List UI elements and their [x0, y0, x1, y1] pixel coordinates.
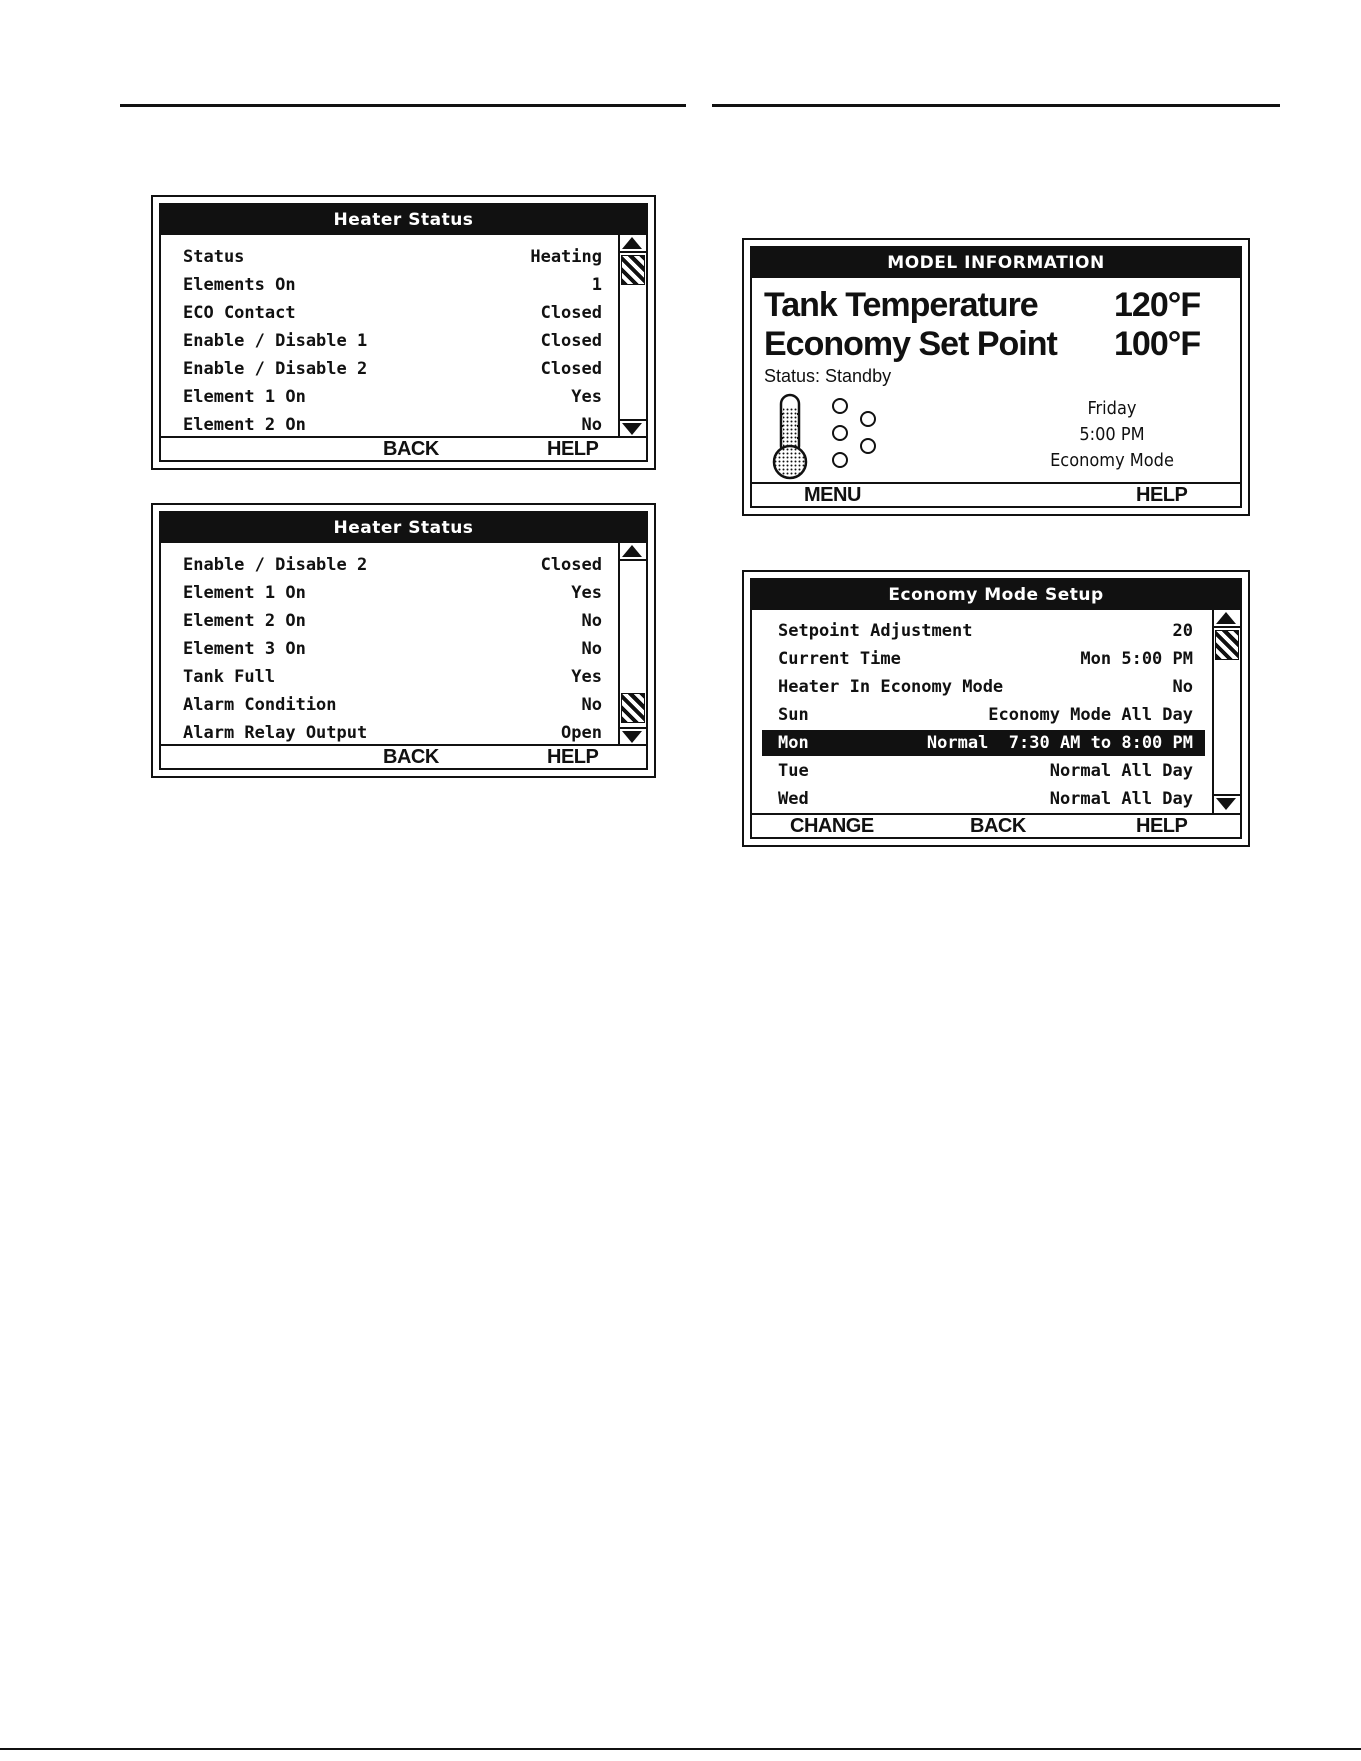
indicator-circle-icon: [832, 452, 848, 468]
scrollbar[interactable]: [618, 543, 646, 746]
screen-title: Heater Status: [161, 513, 646, 543]
tank-temperature-label: Tank Temperature: [764, 286, 1038, 324]
bottom-rule: [0, 1748, 1361, 1750]
list-row[interactable]: Enable / Disable 1 Closed: [183, 331, 602, 351]
softkey-bar: [752, 482, 1240, 506]
list-row[interactable]: Status Heating: [183, 247, 602, 267]
menu-button[interactable]: MENU: [804, 484, 861, 506]
heater-status-screen-2: [151, 503, 656, 778]
list-row[interactable]: Sun Economy Mode All Day: [778, 705, 1193, 725]
help-button[interactable]: HELP: [547, 746, 599, 768]
economy-set-point-value: 100°F: [1114, 325, 1201, 363]
scroll-up-arrow-icon[interactable]: [622, 545, 642, 557]
economy-set-point-label: Economy Set Point: [764, 325, 1057, 363]
list-row[interactable]: Current Time Mon 5:00 PM: [778, 649, 1193, 669]
indicator-circle-icon: [860, 438, 876, 454]
list-row[interactable]: Wed Normal All Day: [778, 789, 1193, 809]
list-row[interactable]: Element 1 On Yes: [183, 387, 602, 407]
list-row[interactable]: Heater In Economy Mode No: [778, 677, 1193, 697]
screen-title: MODEL INFORMATION: [752, 248, 1240, 278]
indicator-circle-icon: [832, 398, 848, 414]
softkey-bar: [161, 436, 646, 460]
screen-frame: [159, 203, 648, 462]
time-text: 5:00 PM: [1079, 424, 1145, 445]
status-text: Status: Standby: [764, 366, 892, 386]
scroll-thumb[interactable]: [621, 693, 645, 723]
tank-temperature-value: 120°F: [1114, 286, 1201, 324]
top-rule-right: [712, 104, 1280, 107]
list-row[interactable]: Tank Full Yes: [183, 667, 602, 687]
screen-frame: [750, 578, 1242, 839]
top-rule-left: [120, 104, 686, 107]
economy-mode-setup-screen: [742, 570, 1250, 847]
back-button[interactable]: BACK: [383, 438, 439, 460]
screen-frame: [159, 511, 648, 770]
list-row[interactable]: ECO Contact Closed: [183, 303, 602, 323]
help-button[interactable]: HELP: [547, 438, 599, 460]
scroll-up-arrow-icon[interactable]: [622, 237, 642, 249]
list-row[interactable]: Alarm Relay Output Open: [183, 723, 602, 743]
scroll-thumb[interactable]: [621, 255, 645, 285]
scrollbar[interactable]: [1212, 610, 1240, 813]
screen-title: Heater Status: [161, 205, 646, 235]
softkey-bar: [161, 744, 646, 768]
screen-frame: [750, 246, 1242, 508]
day-text: Friday: [1087, 398, 1137, 419]
list-row[interactable]: Alarm Condition No: [183, 695, 602, 715]
list-row[interactable]: Element 2 On No: [183, 415, 602, 435]
mode-text: Economy Mode: [1050, 450, 1174, 471]
scrollbar[interactable]: [618, 235, 646, 438]
list-row[interactable]: Element 2 On No: [183, 611, 602, 631]
indicator-circle-icon: [832, 425, 848, 441]
scroll-thumb[interactable]: [1215, 630, 1239, 660]
scroll-down-arrow-icon[interactable]: [1216, 798, 1236, 810]
scroll-down-arrow-icon[interactable]: [622, 423, 642, 435]
change-button[interactable]: CHANGE: [790, 815, 874, 837]
scroll-up-arrow-icon[interactable]: [1216, 612, 1236, 624]
scroll-down-arrow-icon[interactable]: [622, 731, 642, 743]
thermometer-icon: [770, 392, 810, 482]
list-row-selected[interactable]: Mon Normal 7:30 AM to 8:00 PM: [762, 730, 1205, 756]
softkey-bar: [752, 813, 1240, 837]
back-button[interactable]: BACK: [970, 815, 1026, 837]
list-row[interactable]: Element 1 On Yes: [183, 583, 602, 603]
list-row[interactable]: Enable / Disable 2 Closed: [183, 359, 602, 379]
list-row[interactable]: Elements On 1: [183, 275, 602, 295]
indicator-circle-icon: [860, 411, 876, 427]
heater-status-screen-1: [151, 195, 656, 470]
help-button[interactable]: HELP: [1136, 484, 1188, 506]
model-information-screen: [742, 238, 1250, 516]
list-row[interactable]: Enable / Disable 2 Closed: [183, 555, 602, 575]
list-row[interactable]: Element 3 On No: [183, 639, 602, 659]
back-button[interactable]: BACK: [383, 746, 439, 768]
list-row[interactable]: Setpoint Adjustment 20: [778, 621, 1193, 641]
help-button[interactable]: HELP: [1136, 815, 1188, 837]
list-row[interactable]: Tue Normal All Day: [778, 761, 1193, 781]
screen-title: Economy Mode Setup: [752, 580, 1240, 610]
